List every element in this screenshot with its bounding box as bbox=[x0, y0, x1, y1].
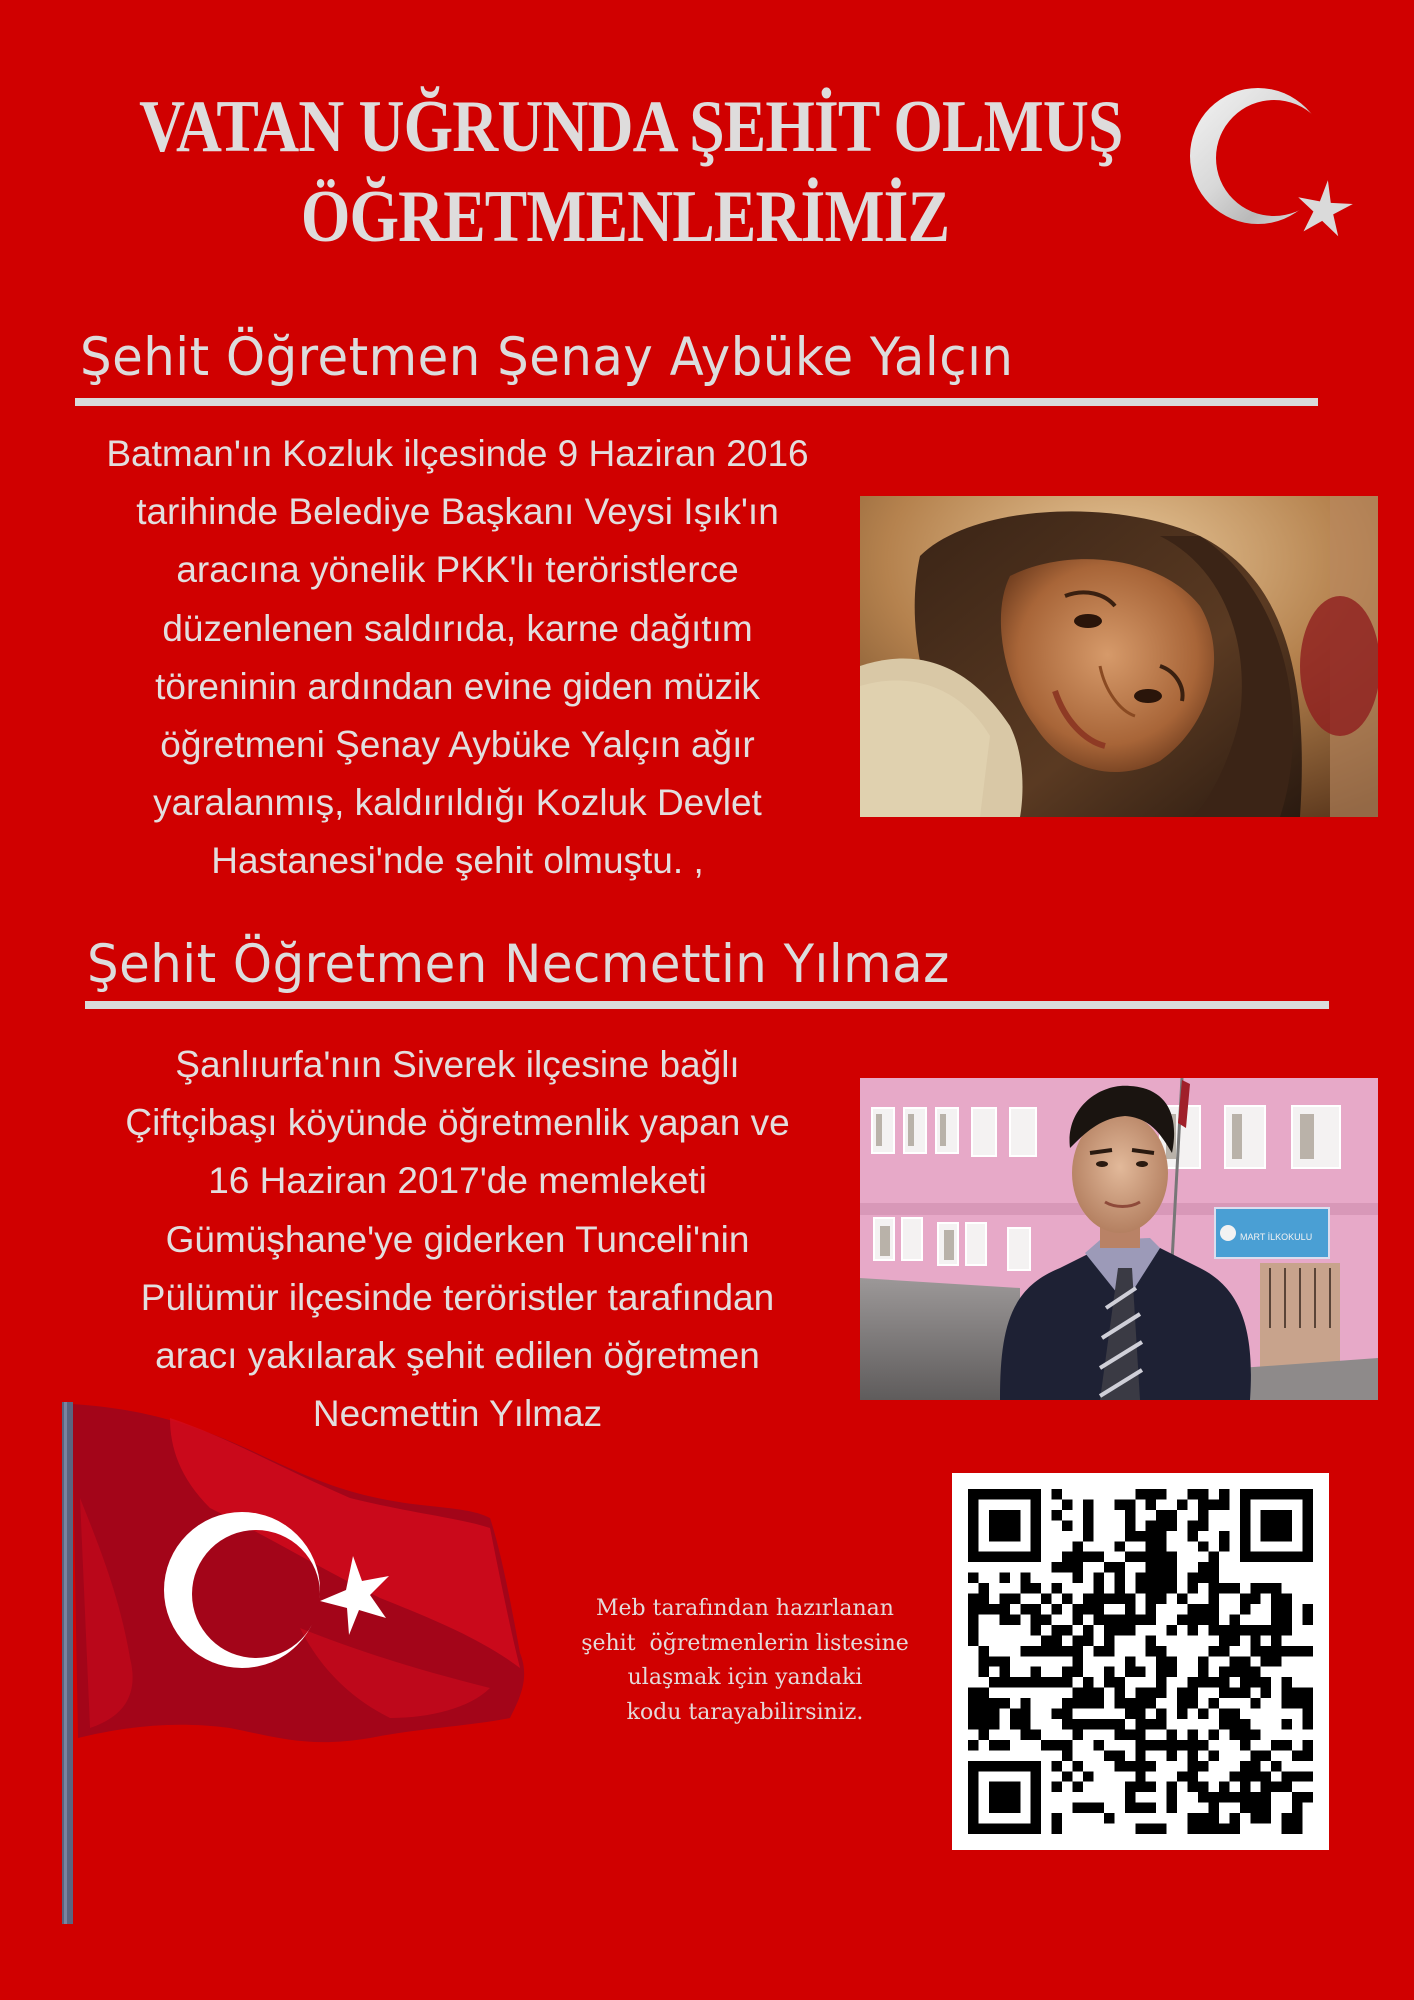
section-divider bbox=[85, 1001, 1329, 1009]
qr-caption-line: Meb tarafından hazırlanan bbox=[596, 1596, 894, 1621]
paragraph-line: Şanlıurfa'nın Siverek ilçesine bağlı bbox=[175, 1044, 740, 1085]
section-paragraph bbox=[40, 425, 875, 891]
page-title-line-2: ÖĞRETMENLERİMİZ bbox=[300, 176, 950, 258]
page-title-line-1: VATAN UĞRUNDA ŞEHİT OLMUŞ bbox=[139, 86, 1123, 168]
paragraph-line: Batman'ın Kozluk ilçesinde 9 Haziran 2016 bbox=[106, 433, 809, 474]
paragraph-line: Çiftçibaşı köyünde öğretmenlik yapan ve bbox=[125, 1102, 790, 1144]
portrait-photo-necmettin-yilmaz bbox=[860, 1078, 1378, 1400]
qr-caption-line: şehit öğretmenlerin listesine bbox=[581, 1630, 909, 1656]
section-paragraph bbox=[40, 1036, 875, 1443]
qr-code-icon bbox=[968, 1489, 1313, 1834]
paragraph-line: töreninin ardından evine giden müzik bbox=[155, 665, 760, 707]
paragraph-line: öğretmeni Şenay Aybüke Yalçın ağır bbox=[160, 724, 755, 766]
paragraph-line: Hastanesi'nde şehit olmuştu. , bbox=[211, 840, 704, 882]
section-heading-necmettin-yilmaz: Şehit Öğretmen Necmettin Yılmaz bbox=[87, 934, 950, 995]
portrait-photo-senay-aybuke-yalcin bbox=[860, 496, 1378, 817]
svg-text:MART İLKOKULU: MART İLKOKULU bbox=[1240, 1232, 1313, 1242]
paragraph-line: düzenlenen saldırıda, karne dağıtım bbox=[162, 607, 753, 649]
section-divider bbox=[75, 398, 1318, 406]
paragraph-line: yaralanmış, kaldırıldığı Kozluk Devlet bbox=[153, 782, 762, 824]
crescent-star-icon bbox=[1180, 82, 1360, 242]
paragraph-line: 16 Haziran 2017'de memleketi bbox=[208, 1160, 707, 1202]
paragraph-line: Pülümür ilçesinde teröristler tarafından bbox=[140, 1276, 775, 1318]
paragraph-line: Gümüşhane'ye giderken Tunceli'nin bbox=[165, 1218, 750, 1260]
paragraph-line: aracı yakılarak şehit edilen öğretmen bbox=[155, 1335, 760, 1377]
qr-caption-line: kodu tarayabilirsiniz. bbox=[626, 1699, 864, 1725]
paragraph-line: aracına yönelik PKK'lı teröristlerce bbox=[176, 549, 739, 591]
turkish-flag-icon bbox=[50, 1398, 590, 1928]
paragraph-line: Necmettin Yılmaz bbox=[312, 1393, 603, 1435]
paragraph-line: tarihinde Belediye Başkanı Veysi Işık'ın bbox=[136, 491, 779, 533]
page-title bbox=[60, 82, 1190, 262]
qr-code[interactable] bbox=[952, 1473, 1329, 1850]
qr-caption bbox=[545, 1592, 945, 1730]
section-heading-senay-aybuke-yalcin: Şehit Öğretmen Şenay Aybüke Yalçın bbox=[80, 327, 1014, 388]
qr-caption-line: ulaşmak için yandaki bbox=[627, 1665, 863, 1690]
